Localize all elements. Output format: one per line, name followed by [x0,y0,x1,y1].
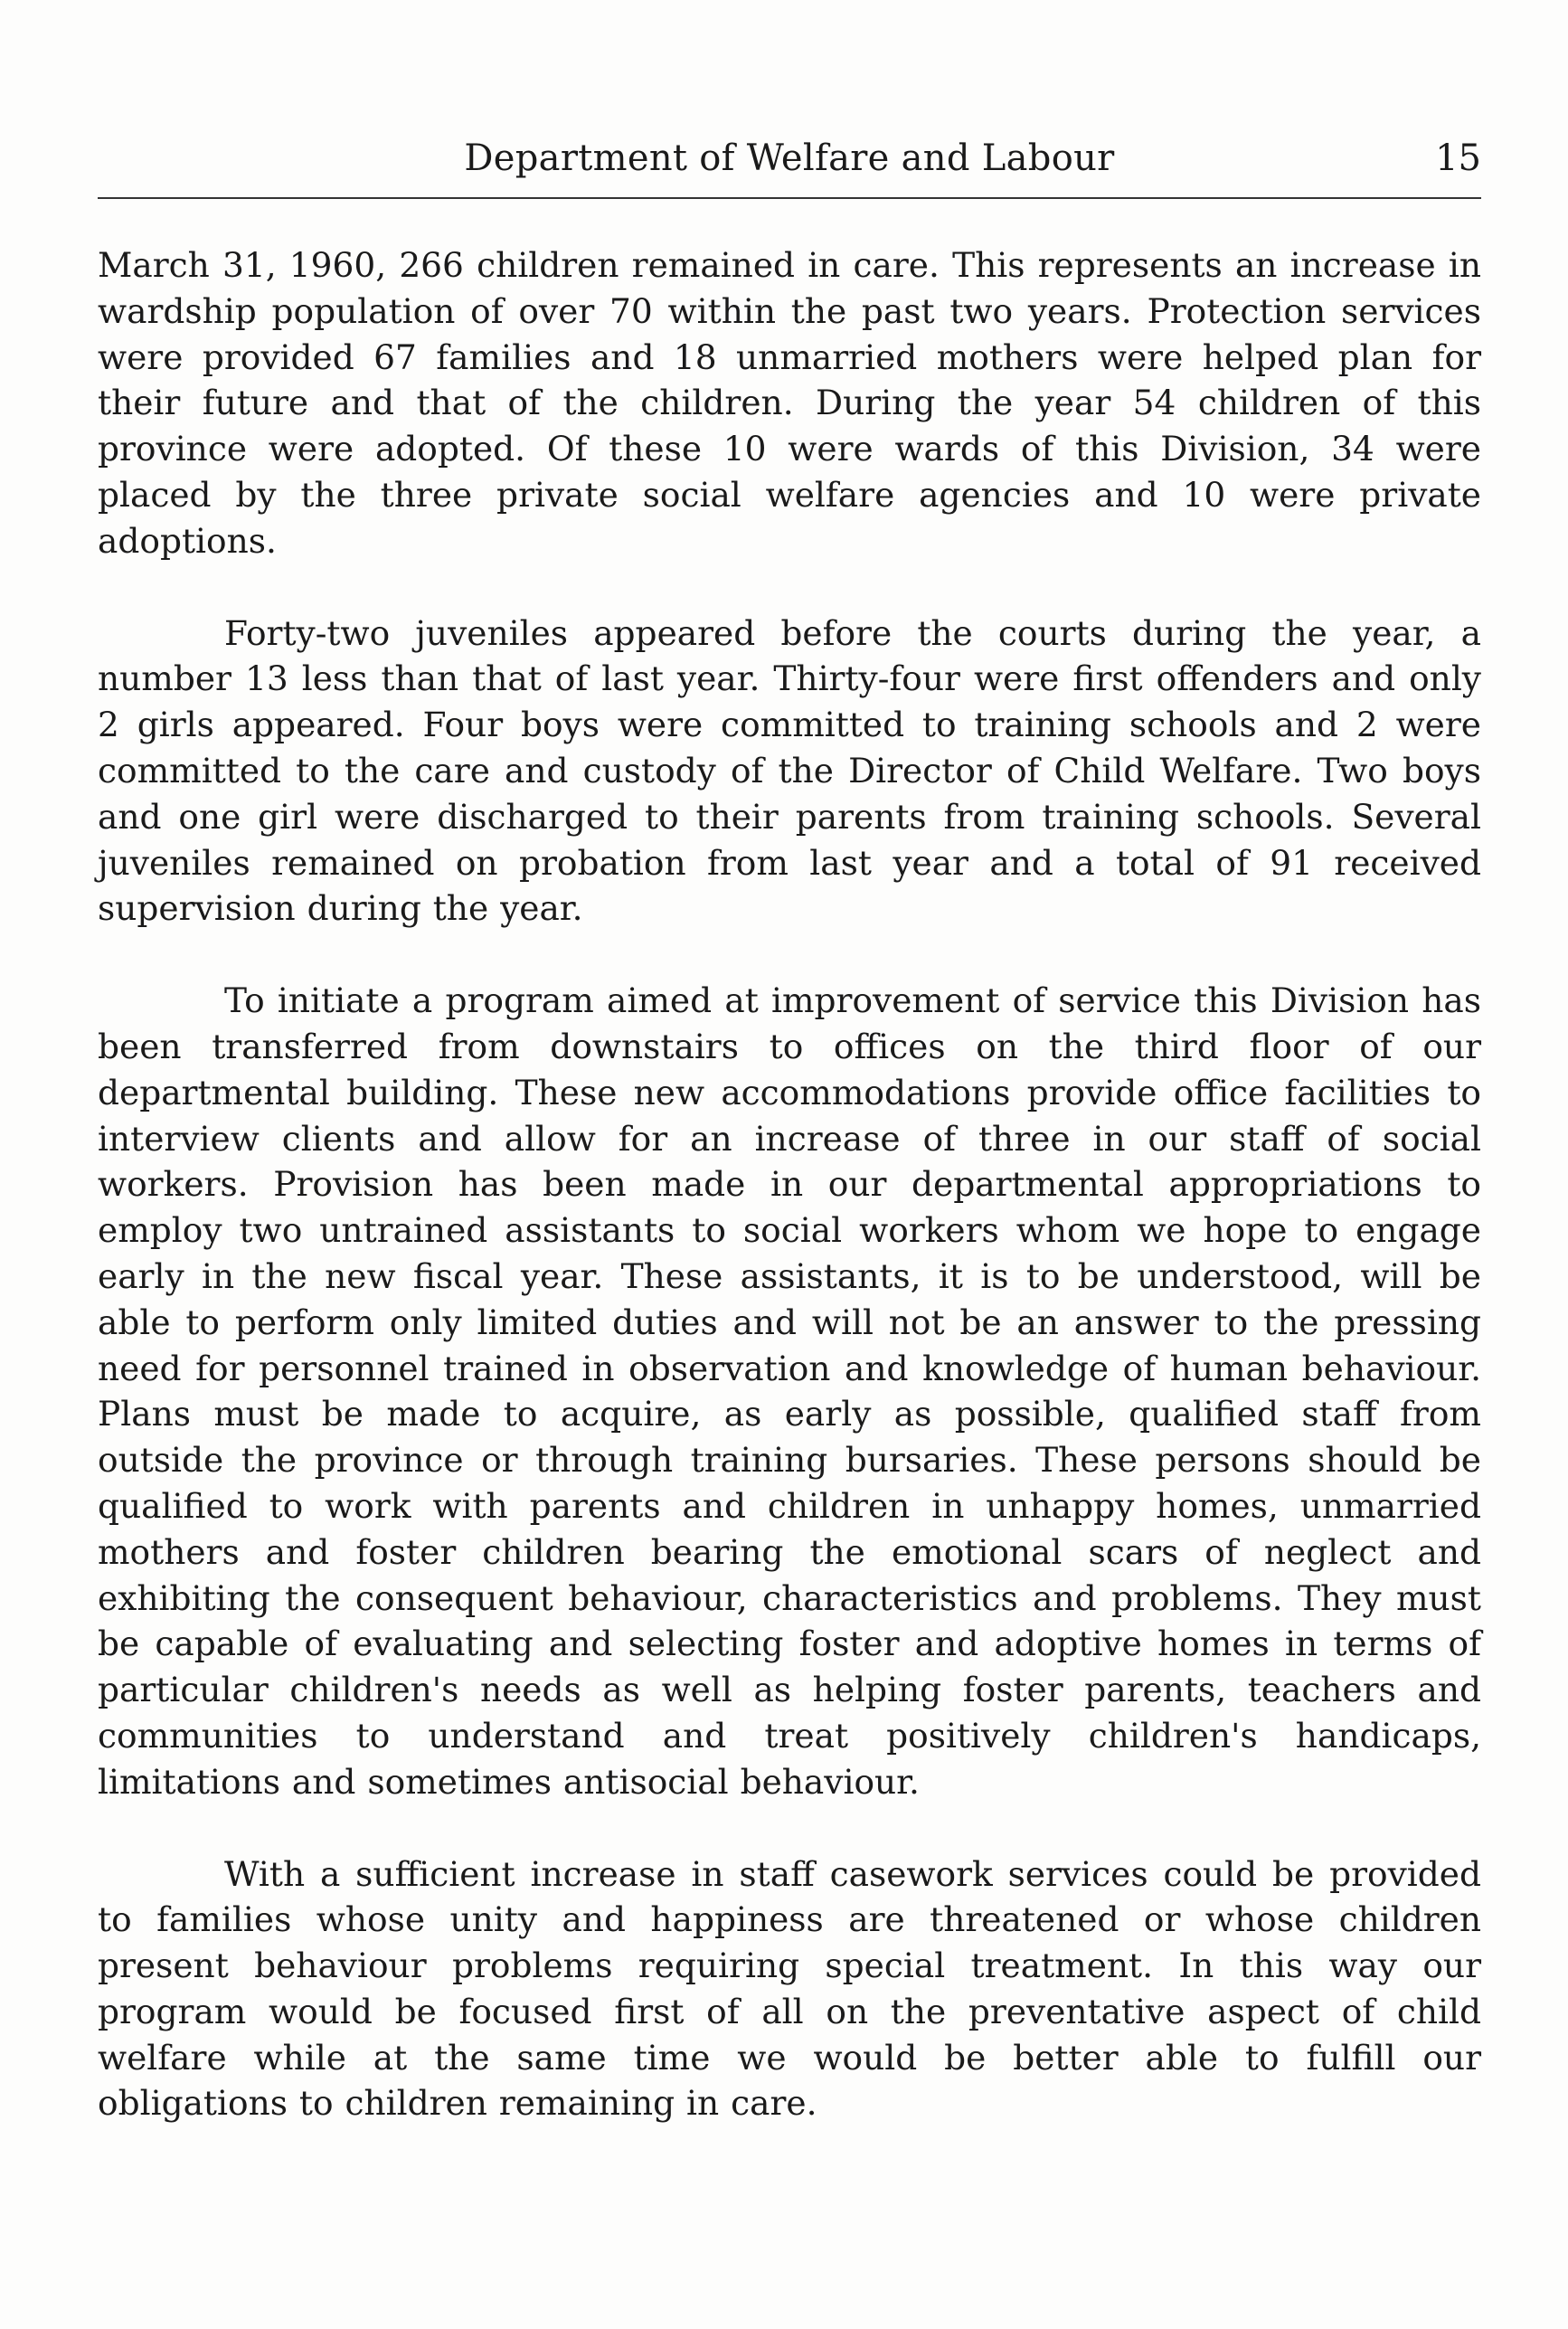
paragraph-staff-program: To initiate a program aimed at improvement of service this Division has been transferred from downstairs to offices on the third floor of our departmental building. These new accommodations provide office facilities to interview clients and allow for an increase of three in our staff of social workers. Provision has been made in our departmental appropriations to employ two untrained assistants to social workers whom we hope to engage early in the new fiscal year. These assistants, it is to be understood, will be able to perform only limited duties and will not be an answer to the pressing need for personnel trained in observation and knowledge of human behaviour. Plans must be made to acquire, as early as possible, qualified staff from outside the province or through training bursaries. These persons should be qualified to work with parents and children in unhappy homes, unmarried mothers and foster children bearing the emotional scars of neglect and exhibiting the consequent behaviour, characteristics and problems. They must be capable of evaluating and selecting foster and adoptive homes in terms of particular children's needs as well as helping foster parents, teachers and communities to understand and treat positively children's handicaps, limitations and sometimes antisocial behaviour. [98,980,1481,1802]
paragraph-casework-services: With a sufficient increase in staff casework services could be provided to families whose unity and happiness are threatened or whose children present behaviour problems requiring special treatment. In this way our program would be focused first of all on the preventative aspect of child welfare while at the same time we would be better able to fulfill our obligations to children remaining in care. [98,1853,1481,2124]
body-text [98,242,1481,2126]
page-title: Department of Welfare and Labour [464,137,1115,179]
header-rule [98,197,1481,199]
page-number: 15 [1435,137,1481,179]
paragraph-care-statistics: March 31, 1960, 266 children remained in care. This represents an increase in wardship population of over 70 within the past two years. Protection services were provided 67 families and 18 unmarried mothers were helped plan for their future and that of the children. During the year 54 children of this province were adopted. Of these 10 were wards of this Division, 34 were placed by the three private social welfare agencies and 10 were private adoptions. [98,245,1481,561]
running-header [98,131,1481,194]
paragraph-juvenile-courts: Forty-two juveniles appeared before the courts during the year, a number 13 less than that of last year. Thirty-four were first offenders and only 2 girls appeared. Four boys were committed to training schools and 2 were committed to the care and custody of the Director of Child Welfare. Two boys and one girl were discharged to their parents from training schools. Several juveniles remained on probation from last year and a total of 91 received supervision during the year. [98,612,1481,929]
